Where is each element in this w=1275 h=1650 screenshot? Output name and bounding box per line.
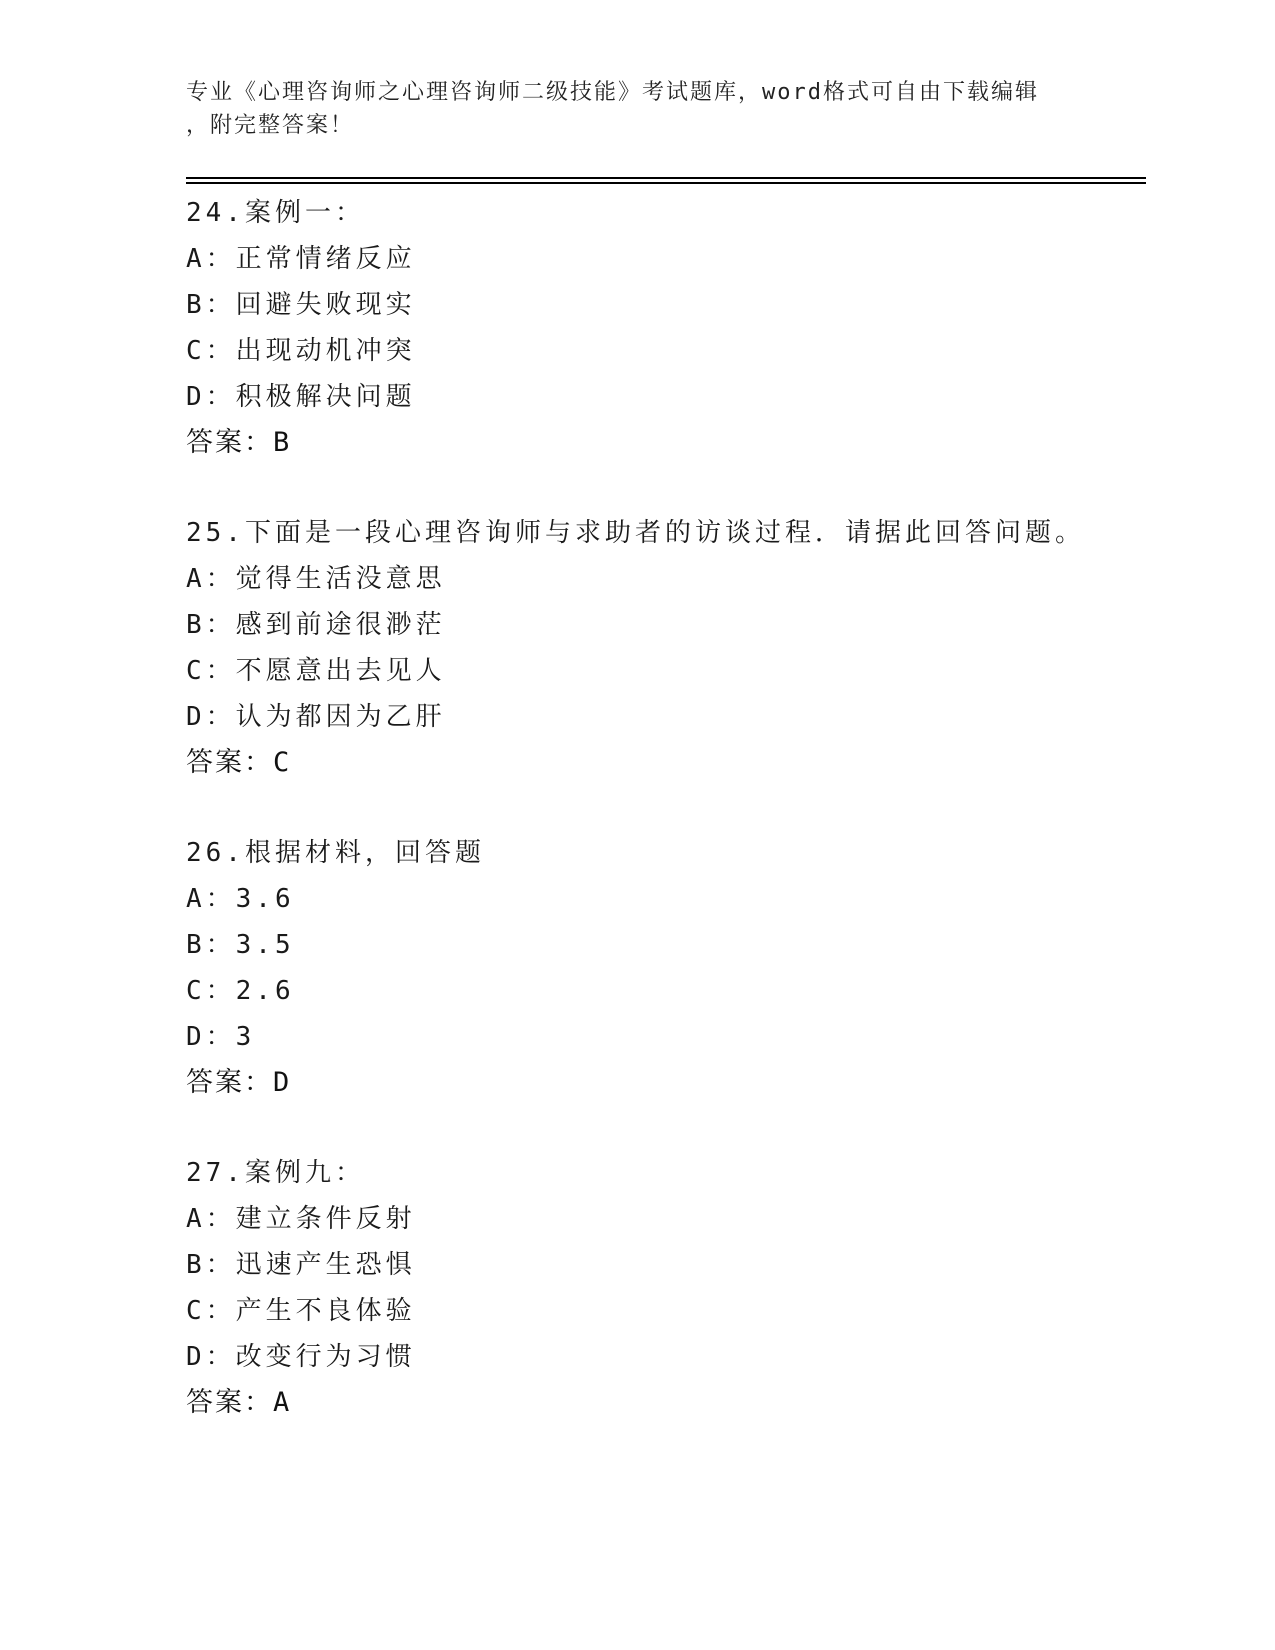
answer-value: C	[273, 747, 290, 778]
answer-label: 答案：	[186, 747, 273, 778]
option-a: A：觉得生活没意思	[186, 564, 446, 594]
answer-label: 答案：	[186, 1067, 273, 1098]
answer-label: 答案：	[186, 427, 273, 458]
option-c: C：产生不良体验	[186, 1296, 416, 1326]
answer-line	[186, 740, 1186, 786]
question-title: 27.案例九：	[186, 1158, 365, 1188]
option-d: D：积极解决问题	[186, 382, 416, 412]
question-27	[186, 1150, 1186, 1426]
question-24	[186, 190, 1186, 466]
header-divider-top	[186, 177, 1146, 179]
answer-value: B	[273, 427, 290, 458]
option-a: A：正常情绪反应	[186, 244, 416, 274]
header-line-1: 专业《心理咨询师之心理咨询师二级技能》考试题库，word格式可自由下载编辑	[186, 80, 1039, 105]
question-25	[186, 510, 1186, 786]
document-header	[186, 76, 1086, 142]
answer-value: D	[273, 1067, 290, 1098]
answer-label: 答案：	[186, 1387, 273, 1418]
option-b: B：3.5	[186, 930, 295, 960]
option-d: D：认为都因为乙肝	[186, 702, 446, 732]
option-c: C：出现动机冲突	[186, 336, 416, 366]
answer-value: A	[273, 1387, 290, 1418]
option-a: A：建立条件反射	[186, 1204, 416, 1234]
header-divider-bottom	[186, 182, 1146, 184]
question-title: 24.案例一：	[186, 198, 365, 228]
option-b: B：回避失败现实	[186, 290, 416, 320]
option-c: C：不愿意出去见人	[186, 656, 446, 686]
answer-line	[186, 1060, 1186, 1106]
option-d: D：改变行为习惯	[186, 1342, 416, 1372]
question-title: 26.根据材料，回答题	[186, 838, 485, 868]
answer-line	[186, 420, 1186, 466]
question-26	[186, 830, 1186, 1106]
option-c: C：2.6	[186, 976, 295, 1006]
option-b: B：感到前途很渺茫	[186, 610, 446, 640]
option-a: A：3.6	[186, 884, 295, 914]
option-b: B：迅速产生恐惧	[186, 1250, 416, 1280]
option-d: D：3	[186, 1022, 256, 1052]
header-line-2: ，附完整答案！	[186, 113, 355, 138]
question-title: 25.下面是一段心理咨询师与求助者的访谈过程．请据此回答问题。	[186, 518, 1085, 548]
answer-line	[186, 1380, 1186, 1426]
